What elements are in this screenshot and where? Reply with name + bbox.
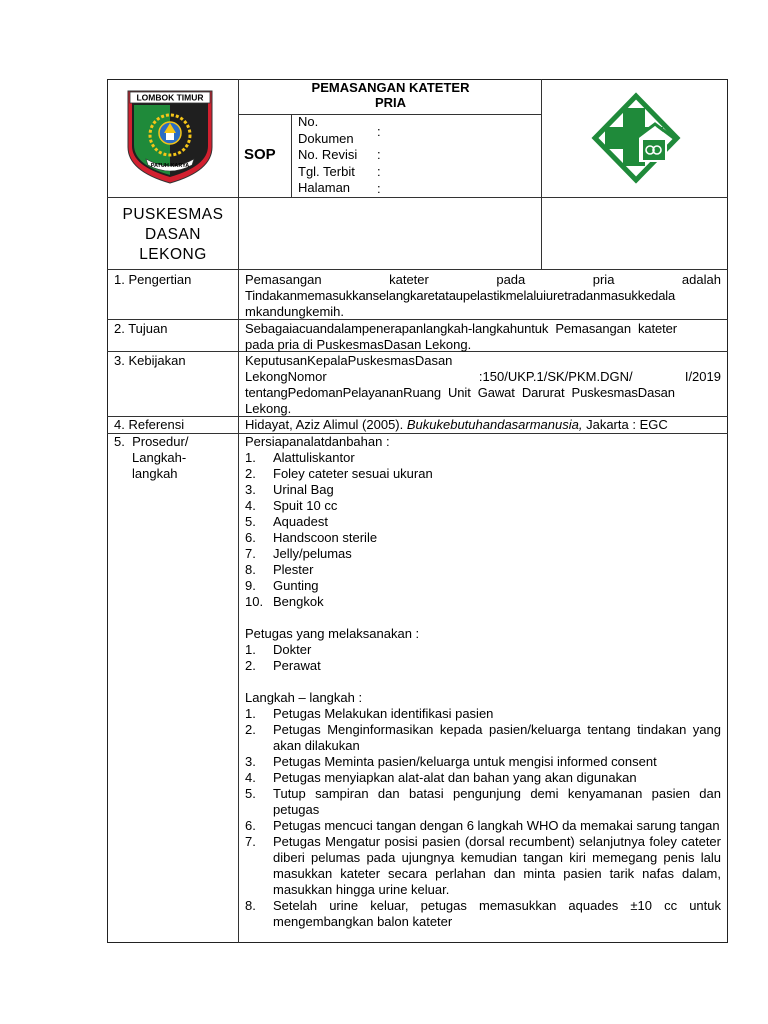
list-item xyxy=(245,498,721,514)
kebijakan-nomor-value: :150/UKP.1/SK/PKM.DGN/ xyxy=(478,369,633,384)
langkah-heading: Langkah – langkah : xyxy=(245,690,363,705)
item-text: Handscoon sterile xyxy=(273,530,378,545)
list-item xyxy=(245,450,721,466)
table-col-divider xyxy=(291,114,292,197)
section-label-prosedur xyxy=(114,434,188,482)
item-text: Plester xyxy=(273,562,314,577)
item-number: 7. xyxy=(245,834,256,849)
prosedur-label-line-3: langkah xyxy=(132,466,178,481)
prosedur-label-line-2: Langkah- xyxy=(132,450,187,465)
item-number: 3. xyxy=(245,754,256,769)
table-row-divider xyxy=(107,269,728,270)
item-number: 3. xyxy=(245,482,256,497)
item-number: 6. xyxy=(245,530,256,545)
pengertian-line-2: Tindakanmemasukkanselangkaretataupelastikmelaluiuretradanmasukkedala xyxy=(245,288,676,303)
list-item xyxy=(245,834,721,898)
list-item xyxy=(245,562,721,578)
list-item xyxy=(245,594,721,610)
list-item xyxy=(245,706,721,722)
petugas-heading: Petugas yang melaksanakan : xyxy=(245,626,420,641)
list-item xyxy=(245,482,721,498)
meta-label-terbit: Tgl. Terbit xyxy=(298,163,355,179)
item-text: Urinal Bag xyxy=(273,482,334,497)
item-number: 8. xyxy=(245,562,256,577)
section-label-referensi: 4. Referensi xyxy=(114,417,185,432)
item-text: Bengkok xyxy=(273,594,324,609)
section-content-pengertian xyxy=(245,272,721,320)
kebijakan-line-1: KeputusanKepalaPuskesmasDasan xyxy=(245,353,453,368)
title-line-1: PEMASANGAN KATETER xyxy=(311,80,470,95)
word: adalah xyxy=(681,272,721,287)
alat-list xyxy=(245,450,721,610)
item-number: 8. xyxy=(245,898,256,913)
list-item xyxy=(245,530,721,546)
item-text: Petugas Mengatur posisi pasien (dorsal recumbent) selanjutnya foley cateter diberi pelumas pada ujungnya kemudian tangan kiri memegang penis lalu masukkan kateter secara perlahan dan minta pasien tarik nafas dalam, masukkan hingga urine keluar. xyxy=(273,834,721,897)
list-item xyxy=(245,658,721,674)
item-number: 5. xyxy=(245,786,256,801)
kebijakan-line-3: tentangPedomanPelayananRuang Unit Gawat Darurat PuskesmasDasan xyxy=(245,385,675,400)
item-number: 10. xyxy=(245,594,264,609)
item-number: 4. xyxy=(245,498,256,513)
meta-colon-terbit: : xyxy=(377,164,381,179)
word: kateter xyxy=(389,272,429,287)
logo-text-bottom: PATUH KARYA xyxy=(150,163,190,169)
prosedur-label-line-1: 5. Prosedur/ xyxy=(114,434,189,449)
lombok-timur-logo xyxy=(126,89,214,185)
langkah-list xyxy=(245,706,721,930)
item-text: Gunting xyxy=(273,578,319,593)
tujuan-line-2: pada pria di PuskesmasDasan Lekong. xyxy=(245,337,472,352)
kebijakan-line-2 xyxy=(245,369,721,385)
kebijakan-line-4: Lekong. xyxy=(245,401,292,416)
section-label-tujuan: 2. Tujuan xyxy=(114,321,168,336)
list-item xyxy=(245,786,721,818)
section-label-pengertian: 1. Pengertian xyxy=(114,272,192,287)
list-item xyxy=(245,514,721,530)
list-item xyxy=(245,722,721,754)
section-label-kebijakan: 3. Kebijakan xyxy=(114,353,186,368)
word: Pemasangan xyxy=(245,272,322,287)
table-row-divider xyxy=(107,197,728,198)
item-text: Setelah urine keluar, petugas memasukkan aquades ±10 cc untuk mengembangkan balon kateter xyxy=(273,898,721,929)
item-number: 2. xyxy=(245,658,256,673)
item-text: Petugas mencuci tangan dengan 6 langkah WHO da memakai sarung tangan xyxy=(273,818,720,833)
table-col-divider xyxy=(238,79,239,943)
meta-colon-revisi: : xyxy=(377,147,381,162)
item-number: 1. xyxy=(245,642,256,657)
item-number: 6. xyxy=(245,818,256,833)
item-text: Petugas menyiapkan alat-alat dan bahan yang akan digunakan xyxy=(273,770,637,785)
puskesmas-logo xyxy=(591,92,681,184)
section-content-kebijakan xyxy=(245,353,721,417)
meta-label-revisi: No. Revisi xyxy=(298,147,358,162)
item-text: Dokter xyxy=(273,642,312,657)
logo-text-top: LOMBOK TIMUR xyxy=(136,92,204,103)
word: pada xyxy=(496,272,526,287)
table-row-divider xyxy=(238,114,541,115)
item-number: 7. xyxy=(245,546,256,561)
pengertian-line-3: mkandungkemih. xyxy=(245,304,344,319)
word: pria xyxy=(592,272,615,287)
document-meta xyxy=(298,114,357,197)
pengertian-line-1 xyxy=(245,272,721,288)
list-item xyxy=(245,546,721,562)
organization-name xyxy=(108,205,238,265)
document-title xyxy=(240,80,541,110)
list-item xyxy=(245,898,721,930)
item-number: 1. xyxy=(245,706,256,721)
item-text: Foley cateter sesuai ukuran xyxy=(273,466,433,481)
list-item xyxy=(245,578,721,594)
item-text: Petugas Melakukan identifikasi pasien xyxy=(273,706,494,721)
list-item xyxy=(245,466,721,482)
item-text: Tutup sampiran dan batasi pengunjung demi kenyamanan pasien dan petugas xyxy=(273,786,721,817)
item-text: Petugas Meminta pasien/keluarga untuk mengisi informed consent xyxy=(273,754,657,769)
item-number: 2. xyxy=(245,722,256,737)
item-text: Petugas Menginformasikan kepada pasien/keluarga tentang tindakan yang akan dilakukan xyxy=(273,722,721,753)
kebijakan-nomor-label: LekongNomor xyxy=(245,369,327,384)
section-content-prosedur xyxy=(245,434,721,930)
org-line-3: LEKONG xyxy=(139,246,207,263)
referensi-publisher: Jakarta : EGC xyxy=(582,417,668,432)
item-number: 9. xyxy=(245,578,256,593)
item-number: 4. xyxy=(245,770,256,785)
list-item xyxy=(245,754,721,770)
referensi-book-title: Bukukebutuhandasarmanusia, xyxy=(406,417,583,432)
section-content-referensi xyxy=(245,417,721,433)
item-text: Spuit 10 cc xyxy=(273,498,338,513)
item-text: Jelly/pelumas xyxy=(273,546,352,561)
petugas-list xyxy=(245,642,721,674)
tujuan-line-1: Sebagaiacuandalampenerapanlangkah-langkahuntuk Pemasangan kateter xyxy=(245,321,678,336)
meta-label-dokumen: Dokumen xyxy=(298,130,354,146)
org-line-2: DASAN xyxy=(145,226,201,243)
item-text: Aquadest xyxy=(273,514,328,529)
alat-heading: Persiapanalatdanbahan : xyxy=(245,434,390,449)
item-text: Alattuliskantor xyxy=(273,450,355,465)
section-content-tujuan xyxy=(245,321,721,353)
item-text: Perawat xyxy=(273,658,321,673)
list-item xyxy=(245,642,721,658)
item-number: 2. xyxy=(245,466,256,481)
list-item xyxy=(245,770,721,786)
meta-label-halaman: Halaman xyxy=(298,180,351,195)
meta-colon-halaman: : xyxy=(377,181,381,196)
title-line-2: PRIA xyxy=(374,95,407,110)
sop-label: SOP xyxy=(244,146,276,163)
org-line-1: PUSKESMAS xyxy=(122,206,224,223)
item-number: 1. xyxy=(245,450,256,465)
list-item xyxy=(245,818,721,834)
referensi-author: Hidayat, Aziz Alimul (2005). xyxy=(245,417,407,432)
kebijakan-nomor-year: I/2019 xyxy=(684,369,721,384)
table-col-divider xyxy=(541,79,542,269)
meta-label-no: No. xyxy=(298,114,319,129)
item-number: 5. xyxy=(245,514,256,529)
meta-colon-dokumen: : xyxy=(377,124,381,139)
